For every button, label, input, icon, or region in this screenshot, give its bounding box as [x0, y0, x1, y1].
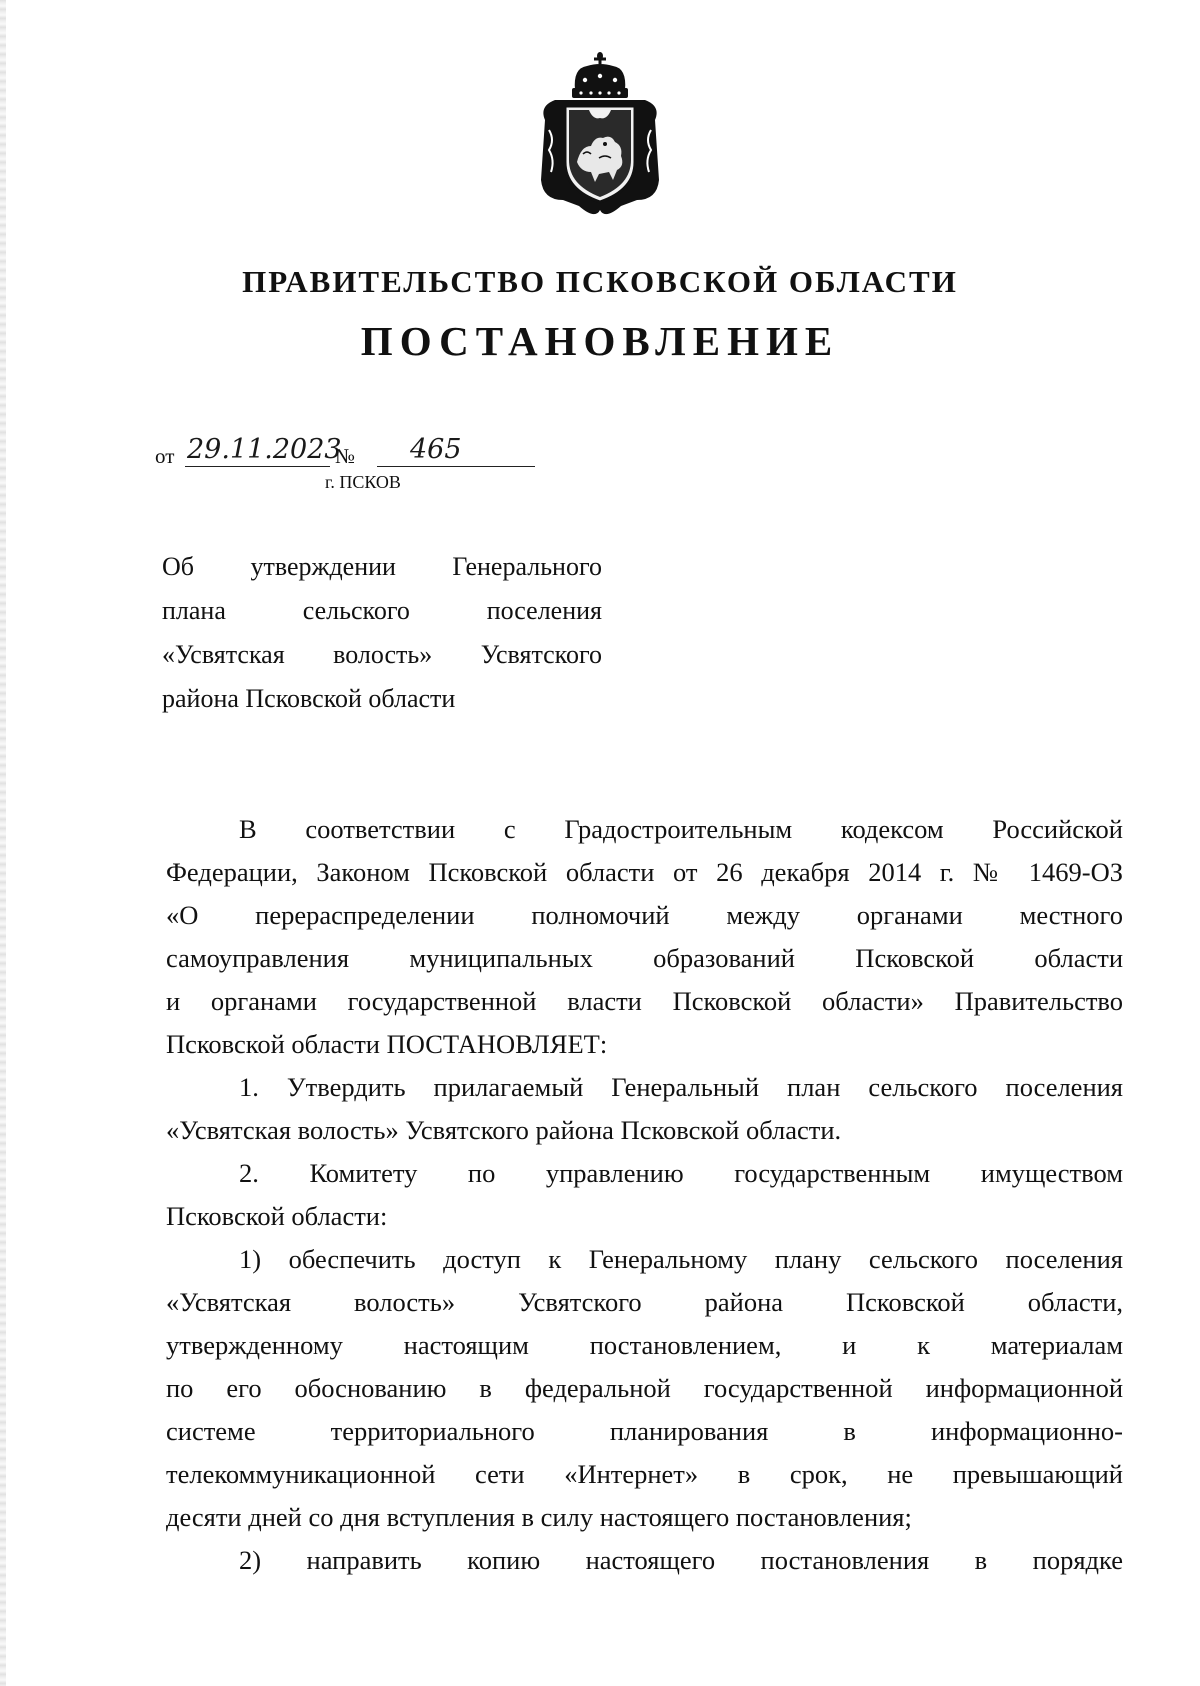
- number-prefix: №: [335, 444, 356, 468]
- subject-line: плана сельского поселения: [162, 596, 602, 625]
- body-line: телекоммуникационной сети «Интернет» в срок, не превышающий: [166, 1459, 1123, 1489]
- body-line: «Усвятская волость» Усвятского района Псковской области,: [166, 1287, 1123, 1317]
- body-line: В соответствии с Градостроительным кодексом Российской: [239, 814, 1123, 844]
- body-line: 2) направить копию настоящего постановления в порядке: [239, 1545, 1123, 1575]
- body-line: 1. Утвердить прилагаемый Генеральный план сельского поселения: [239, 1072, 1123, 1102]
- document-subject: [162, 545, 602, 721]
- body-line: Псковской области:: [166, 1201, 388, 1231]
- date-number-line: [155, 434, 535, 470]
- date-prefix: от: [155, 444, 175, 468]
- document-type-title: ПОСТАНОВЛЕНИЕ: [360, 318, 840, 364]
- body-line: Федерации, Законом Псковской области от 26 декабря 2014 г. № 1469-ОЗ: [166, 857, 1123, 887]
- document-body: [166, 808, 1123, 1582]
- coat-of-arms-icon: [525, 50, 675, 220]
- body-line: «Усвятская волость» Усвятского района Псковской области.: [166, 1115, 842, 1145]
- body-line: 2. Комитету по управлению государственным имуществом: [239, 1158, 1123, 1188]
- subject-line: района Псковской области: [162, 684, 456, 713]
- handwritten-date: 29.11.2023: [187, 434, 342, 465]
- number-underline: [377, 466, 535, 467]
- body-line: «О перераспределении полномочий между органами местного: [166, 900, 1123, 930]
- organization-title: ПРАВИТЕЛЬСТВО ПСКОВСКОЙ ОБЛАСТИ: [242, 264, 958, 299]
- handwritten-number: 465: [410, 434, 462, 465]
- body-line: Псковской области ПОСТАНОВЛЯЕТ:: [166, 1029, 608, 1059]
- body-line: системе территориального планирования в информационно-: [166, 1416, 1123, 1446]
- scan-edge: [0, 0, 6, 1686]
- subject-line: «Усвятская волость» Усвятского: [162, 640, 602, 669]
- body-line: и органами государственной власти Псковской области» Правительство: [166, 986, 1123, 1016]
- body-line: самоуправления муниципальных образований Псковской области: [166, 943, 1123, 973]
- body-line: 1) обеспечить доступ к Генеральному плану сельского поселения: [239, 1244, 1123, 1274]
- subject-line: Об утверждении Генерального: [162, 552, 602, 581]
- body-line: десяти дней со дня вступления в силу настоящего постановления;: [166, 1502, 912, 1532]
- body-line: утвержденному настоящим постановлением, и к материалам: [166, 1330, 1123, 1360]
- body-line: по его обоснованию в федеральной государственной информационной: [166, 1373, 1123, 1403]
- city-label: г. ПСКОВ: [325, 472, 401, 492]
- date-underline: [185, 466, 330, 467]
